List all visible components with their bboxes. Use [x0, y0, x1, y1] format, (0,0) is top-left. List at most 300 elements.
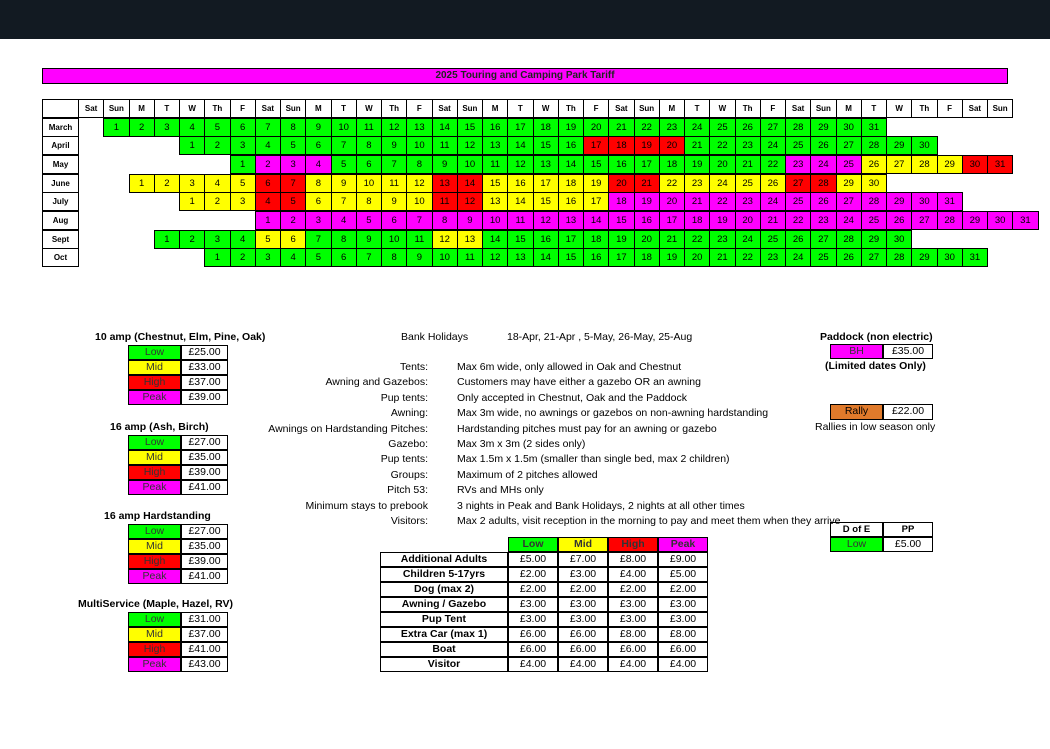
day-cell: 22	[659, 174, 685, 193]
band-cell: High	[128, 642, 181, 657]
day-cell: 26	[861, 155, 887, 174]
day-header: Sat	[255, 99, 281, 118]
day-cell: 29	[962, 211, 988, 230]
rule-text: Max 1.5m x 1.5m (smaller than single bed, max 2 children)	[457, 453, 730, 466]
day-cell: 31	[937, 192, 963, 211]
extras-header: High	[608, 537, 658, 552]
day-cell: 1	[154, 230, 180, 249]
day-cell: 26	[785, 230, 811, 249]
rule-label: Awning:	[390, 407, 428, 420]
day-cell: 24	[836, 211, 862, 230]
extras-price: £4.00	[608, 567, 658, 582]
day-cell: 18	[608, 136, 634, 155]
day-cell: 26	[810, 136, 836, 155]
extras-price: £2.00	[558, 582, 608, 597]
extras-label: Boat	[380, 642, 508, 657]
day-cell: 22	[785, 211, 811, 230]
rule-text: Max 3m x 3m (2 sides only)	[457, 438, 586, 450]
day-cell: 29	[886, 136, 912, 155]
day-cell: 9	[356, 230, 382, 249]
dofe-band: Low	[830, 537, 883, 552]
extras-price: £8.00	[608, 627, 658, 642]
day-cell: 28	[836, 230, 862, 249]
day-cell: 28	[785, 118, 811, 137]
day-cell: 18	[558, 174, 584, 193]
day-header: W	[533, 99, 559, 118]
day-cell: 16	[533, 230, 559, 249]
day-cell: 4	[230, 230, 256, 249]
extras-price: £2.00	[508, 567, 558, 582]
rule-label: Awning and Gazebos:	[325, 376, 428, 389]
tariff-title: 2025 Touring and Camping Park Tariff	[42, 68, 1008, 84]
extras-price: £9.00	[658, 552, 708, 567]
day-cell: 20	[684, 248, 710, 267]
day-cell: 22	[709, 136, 735, 155]
day-cell: 7	[381, 155, 407, 174]
day-cell: 27	[760, 118, 786, 137]
day-cell: 13	[558, 211, 584, 230]
day-cell: 12	[381, 118, 407, 137]
extras-price: £6.00	[608, 642, 658, 657]
day-cell: 14	[533, 248, 559, 267]
day-cell: 11	[406, 230, 432, 249]
day-cell: 29	[836, 174, 862, 193]
day-cell: 2	[280, 211, 306, 230]
day-cell: 14	[507, 192, 533, 211]
day-cell: 11	[381, 174, 407, 193]
day-cell: 18	[659, 155, 685, 174]
rule-text: Max 3m wide, no awnings or gazebos on non-awning hardstanding	[457, 407, 769, 420]
extras-price: £3.00	[508, 597, 558, 612]
day-cell: 13	[482, 192, 508, 211]
extras-price: £4.00	[658, 657, 708, 672]
day-header: F	[937, 99, 963, 118]
rule-text: Hardstanding pitches must pay for an awning or gazebo	[457, 422, 717, 435]
rule-label: Minimum stays to prebook	[305, 499, 428, 512]
price-cell: £25.00	[181, 345, 228, 360]
day-cell: 21	[684, 136, 710, 155]
day-cell: 4	[179, 118, 205, 137]
extras-header: Mid	[558, 537, 608, 552]
day-cell: 6	[280, 230, 306, 249]
day-cell: 28	[810, 174, 836, 193]
day-header: M	[305, 99, 331, 118]
day-cell: 12	[457, 136, 483, 155]
day-cell: 4	[204, 174, 230, 193]
day-cell: 7	[305, 230, 331, 249]
day-cell: 23	[684, 174, 710, 193]
day-cell: 17	[659, 211, 685, 230]
day-cell: 23	[735, 192, 761, 211]
day-cell: 18	[608, 192, 634, 211]
extras-price: £2.00	[608, 582, 658, 597]
day-header: F	[230, 99, 256, 118]
day-header: Sun	[457, 99, 483, 118]
day-cell: 21	[760, 211, 786, 230]
day-header: M	[659, 99, 685, 118]
day-cell: 21	[659, 230, 685, 249]
extras-price: £6.00	[658, 642, 708, 657]
day-cell: 6	[381, 211, 407, 230]
extras-price: £3.00	[558, 597, 608, 612]
day-header: Th	[381, 99, 407, 118]
day-cell: 24	[735, 230, 761, 249]
day-cell: 17	[608, 248, 634, 267]
day-cell: 5	[280, 192, 306, 211]
price-cell: £41.00	[181, 642, 228, 657]
day-cell: 24	[709, 174, 735, 193]
day-cell: 13	[507, 248, 533, 267]
pp-header: PP	[883, 522, 933, 537]
day-cell: 25	[760, 230, 786, 249]
bank-holidays-label: Bank Holidays	[401, 331, 469, 343]
bank-holidays-value: 18-Apr, 21-Apr , 5-May, 26-May, 25-Aug	[507, 331, 693, 343]
day-header: Sun	[280, 99, 306, 118]
price-cell: £27.00	[181, 524, 228, 539]
day-cell: 15	[457, 118, 483, 137]
day-cell: 13	[457, 230, 483, 249]
day-cell: 16	[482, 118, 508, 137]
day-cell: 7	[331, 192, 357, 211]
day-cell: 20	[659, 136, 685, 155]
day-cell: 2	[179, 230, 205, 249]
day-cell: 14	[432, 118, 458, 137]
day-cell: 30	[937, 248, 963, 267]
day-cell: 11	[482, 155, 508, 174]
day-cell: 18	[684, 211, 710, 230]
day-cell: 20	[709, 155, 735, 174]
day-cell: 7	[356, 248, 382, 267]
rally-price: £22.00	[883, 404, 933, 420]
day-cell: 17	[558, 230, 584, 249]
day-cell: 6	[305, 136, 331, 155]
day-cell: 19	[709, 211, 735, 230]
day-cell: 3	[179, 174, 205, 193]
extras-price: £3.00	[658, 597, 708, 612]
day-cell: 25	[785, 192, 811, 211]
day-cell: 12	[482, 248, 508, 267]
day-header: W	[886, 99, 912, 118]
day-cell: 28	[861, 136, 887, 155]
day-header: Sat	[785, 99, 811, 118]
extras-price: £3.00	[508, 612, 558, 627]
day-header: Sun	[634, 99, 660, 118]
rule-text: Max 6m wide, only allowed in Oak and Chestnut	[457, 361, 682, 373]
day-cell: 25	[861, 211, 887, 230]
group-title: 16 amp Hardstanding	[104, 510, 211, 522]
day-cell: 10	[331, 118, 357, 137]
day-cell: 22	[709, 192, 735, 211]
day-cell: 29	[861, 230, 887, 249]
day-cell: 19	[583, 174, 609, 193]
day-cell: 20	[608, 174, 634, 193]
extras-label: Children 5-17yrs	[380, 567, 508, 582]
day-cell: 3	[204, 230, 230, 249]
extras-price: £6.00	[508, 627, 558, 642]
day-cell: 8	[356, 136, 382, 155]
day-cell: 9	[381, 136, 407, 155]
day-cell: 2	[255, 155, 281, 174]
extras-header: Low	[508, 537, 558, 552]
day-header: Sun	[103, 99, 129, 118]
day-cell: 24	[810, 155, 836, 174]
band-cell: High	[128, 465, 181, 480]
day-cell: 10	[356, 174, 382, 193]
day-cell: 7	[331, 136, 357, 155]
day-cell: 13	[533, 155, 559, 174]
day-cell: 1	[204, 248, 230, 267]
day-cell: 10	[406, 136, 432, 155]
day-cell: 22	[684, 230, 710, 249]
day-cell: 6	[255, 174, 281, 193]
day-cell: 14	[482, 230, 508, 249]
day-cell: 25	[735, 174, 761, 193]
day-cell: 27	[810, 230, 836, 249]
day-cell: 12	[432, 230, 458, 249]
day-cell: 28	[861, 192, 887, 211]
day-cell: 12	[406, 174, 432, 193]
extras-label: Pup Tent	[380, 612, 508, 627]
day-cell: 27	[861, 248, 887, 267]
extras-price: £2.00	[508, 582, 558, 597]
day-cell: 18	[533, 118, 559, 137]
day-cell: 19	[634, 192, 660, 211]
day-cell: 13	[406, 118, 432, 137]
day-cell: 3	[280, 155, 306, 174]
rule-text: Max 2 adults, visit reception in the morning to pay and meet them when they arrive	[457, 515, 841, 527]
extras-price: £3.00	[658, 612, 708, 627]
day-cell: 27	[836, 136, 862, 155]
day-cell: 11	[432, 136, 458, 155]
day-cell: 26	[810, 192, 836, 211]
day-cell: 28	[886, 248, 912, 267]
extras-label: Extra Car (max 1)	[380, 627, 508, 642]
calendar-corner	[42, 99, 79, 118]
day-cell: 6	[331, 248, 357, 267]
day-cell: 14	[558, 155, 584, 174]
day-cell: 23	[785, 155, 811, 174]
day-cell: 6	[230, 118, 256, 137]
day-header: Sun	[987, 99, 1013, 118]
day-cell: 23	[760, 248, 786, 267]
day-cell: 28	[937, 211, 963, 230]
day-cell: 30	[861, 174, 887, 193]
day-cell: 27	[911, 211, 937, 230]
day-header: T	[507, 99, 533, 118]
day-cell: 11	[457, 248, 483, 267]
day-cell: 6	[356, 155, 382, 174]
day-cell: 8	[331, 230, 357, 249]
extras-price: £2.00	[658, 582, 708, 597]
band-cell: Peak	[128, 480, 181, 495]
day-cell: 16	[583, 248, 609, 267]
band-cell: Peak	[128, 657, 181, 672]
day-cell: 10	[381, 230, 407, 249]
day-cell: 19	[558, 118, 584, 137]
day-cell: 3	[230, 192, 256, 211]
day-cell: 5	[230, 174, 256, 193]
day-cell: 30	[886, 230, 912, 249]
price-cell: £33.00	[181, 360, 228, 375]
day-cell: 8	[356, 192, 382, 211]
extras-price: £5.00	[658, 567, 708, 582]
day-cell: 4	[305, 155, 331, 174]
extras-label: Additional Adults	[380, 552, 508, 567]
day-cell: 21	[608, 118, 634, 137]
day-cell: 2	[154, 174, 180, 193]
day-cell: 3	[305, 211, 331, 230]
day-cell: 15	[533, 136, 559, 155]
day-cell: 17	[507, 118, 533, 137]
day-cell: 1	[179, 192, 205, 211]
day-cell: 11	[356, 118, 382, 137]
day-cell: 21	[634, 174, 660, 193]
day-cell: 20	[583, 118, 609, 137]
day-cell: 29	[810, 118, 836, 137]
day-cell: 24	[785, 248, 811, 267]
extras-price: £4.00	[558, 657, 608, 672]
rule-text: 3 nights in Peak and Bank Holidays, 2 nights at all other times	[457, 499, 745, 512]
band-cell: Low	[128, 345, 181, 360]
day-cell: 14	[583, 211, 609, 230]
rule-label: Pitch 53:	[387, 484, 428, 497]
day-cell: 13	[432, 174, 458, 193]
day-cell: 15	[533, 192, 559, 211]
paddock-band: BH	[830, 344, 883, 359]
day-cell: 25	[785, 136, 811, 155]
day-cell: 1	[103, 118, 129, 137]
day-cell: 26	[735, 118, 761, 137]
day-cell: 2	[204, 192, 230, 211]
price-cell: £37.00	[181, 375, 228, 390]
price-cell: £39.00	[181, 465, 228, 480]
band-cell: High	[128, 375, 181, 390]
day-cell: 28	[911, 155, 937, 174]
day-cell: 8	[305, 174, 331, 193]
day-cell: 9	[457, 211, 483, 230]
day-cell: 16	[558, 192, 584, 211]
price-cell: £35.00	[181, 539, 228, 554]
day-cell: 4	[255, 192, 281, 211]
day-cell: 21	[684, 192, 710, 211]
day-cell: 22	[760, 155, 786, 174]
day-cell: 5	[331, 155, 357, 174]
extras-price: £3.00	[608, 597, 658, 612]
day-cell: 7	[280, 174, 306, 193]
extras-price: £7.00	[558, 552, 608, 567]
day-cell: 27	[785, 174, 811, 193]
day-cell: 15	[482, 174, 508, 193]
day-header: F	[406, 99, 432, 118]
day-cell: 23	[810, 211, 836, 230]
day-cell: 19	[608, 230, 634, 249]
day-cell: 22	[634, 118, 660, 137]
extras-price: £8.00	[658, 627, 708, 642]
day-cell: 23	[735, 136, 761, 155]
rally-note: Rallies in low season only	[815, 421, 936, 433]
rule-label: Pup tents:	[380, 391, 428, 404]
group-title: MultiService (Maple, Hazel, RV)	[78, 598, 234, 610]
day-cell: 23	[709, 230, 735, 249]
day-cell: 16	[507, 174, 533, 193]
day-cell: 5	[356, 211, 382, 230]
day-header: Th	[558, 99, 584, 118]
day-cell: 12	[507, 155, 533, 174]
day-cell: 12	[457, 192, 483, 211]
extras-label: Awning / Gazebo	[380, 597, 508, 612]
day-cell: 9	[381, 192, 407, 211]
day-cell: 6	[305, 192, 331, 211]
rule-label: Groups:	[390, 468, 428, 481]
rule-text: Only accepted in Chestnut, Oak and the Paddock	[457, 391, 687, 404]
day-cell: 30	[962, 155, 988, 174]
day-cell: 8	[406, 155, 432, 174]
band-cell: Mid	[128, 627, 181, 642]
day-cell: 9	[406, 248, 432, 267]
day-cell: 30	[911, 136, 937, 155]
day-header: T	[861, 99, 887, 118]
day-cell: 1	[129, 174, 155, 193]
day-cell: 29	[886, 192, 912, 211]
paddock-title: Paddock (non electric)	[820, 331, 933, 343]
day-cell: 8	[432, 211, 458, 230]
day-cell: 25	[836, 155, 862, 174]
day-cell: 31	[987, 155, 1013, 174]
rally-band: Rally	[830, 404, 883, 420]
day-cell: 31	[962, 248, 988, 267]
price-cell: £27.00	[181, 435, 228, 450]
band-cell: Peak	[128, 390, 181, 405]
rule-label: Tents:	[399, 361, 428, 373]
extras-price: £5.00	[508, 552, 558, 567]
day-header: F	[583, 99, 609, 118]
day-cell: 16	[634, 211, 660, 230]
day-header: T	[684, 99, 710, 118]
day-cell: 27	[886, 155, 912, 174]
day-header: W	[356, 99, 382, 118]
month-label: Oct	[42, 248, 79, 267]
day-cell: 4	[331, 211, 357, 230]
dofe-price: £5.00	[883, 537, 933, 552]
day-cell: 16	[558, 136, 584, 155]
day-cell: 7	[255, 118, 281, 137]
day-cell: 24	[760, 136, 786, 155]
day-cell: 11	[432, 192, 458, 211]
day-header: Th	[204, 99, 230, 118]
day-header: F	[760, 99, 786, 118]
day-header: Sat	[432, 99, 458, 118]
price-cell: £39.00	[181, 554, 228, 569]
day-header: Sun	[810, 99, 836, 118]
price-cell: £43.00	[181, 657, 228, 672]
rule-label: Pup tents:	[380, 453, 428, 466]
day-cell: 24	[760, 192, 786, 211]
group-title: 10 amp (Chestnut, Elm, Pine, Oak)	[95, 331, 266, 343]
day-cell: 12	[533, 211, 559, 230]
band-cell: Mid	[128, 539, 181, 554]
day-cell: 2	[230, 248, 256, 267]
day-cell: 20	[659, 192, 685, 211]
day-cell: 4	[255, 136, 281, 155]
day-cell: 3	[255, 248, 281, 267]
day-cell: 16	[608, 155, 634, 174]
paddock-price: £35.00	[883, 344, 933, 359]
day-cell: 15	[507, 230, 533, 249]
day-cell: 2	[129, 118, 155, 137]
day-cell: 17	[583, 192, 609, 211]
day-cell: 5	[204, 118, 230, 137]
month-label: May	[42, 155, 79, 174]
